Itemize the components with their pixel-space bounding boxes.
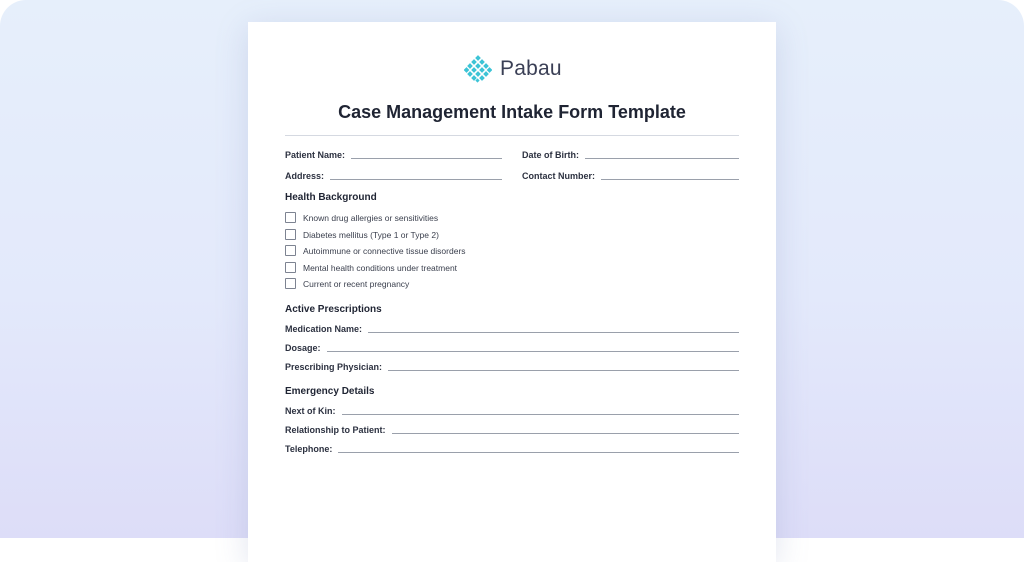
contact-number-line[interactable] — [601, 179, 739, 180]
prescribing-physician-label: Prescribing Physician: — [285, 362, 383, 372]
address-line[interactable] — [330, 179, 502, 180]
dob-label: Date of Birth: — [522, 150, 579, 160]
dosage-line[interactable] — [327, 351, 739, 352]
checkbox-label: Autoimmune or connective tissue disorders — [303, 245, 466, 256]
patient-name-field[interactable] — [285, 150, 502, 161]
emergency-details-heading: Emergency Details — [285, 386, 375, 397]
dob-line[interactable] — [585, 158, 739, 159]
checkbox-label: Current or recent pregnancy — [303, 278, 410, 289]
telephone-label: Telephone: — [285, 444, 333, 454]
form-title: Case Management Intake Form Template — [338, 102, 686, 122]
patient-name-label: Patient Name: — [285, 150, 346, 160]
diamond-grid-logo-icon — [464, 55, 492, 83]
checkbox-label: Known drug allergies or sensitivities — [303, 212, 439, 223]
dosage-label: Dosage: — [285, 343, 321, 353]
checkbox[interactable] — [285, 278, 296, 289]
contact-number-field[interactable] — [522, 171, 739, 182]
title-divider — [285, 135, 739, 136]
checkbox[interactable] — [285, 229, 296, 240]
dosage-field[interactable] — [285, 343, 739, 354]
next-of-kin-field[interactable] — [285, 406, 739, 417]
medication-name-label: Medication Name: — [285, 324, 363, 334]
medication-name-field[interactable] — [285, 324, 739, 335]
checkbox-label: Mental health conditions under treatment — [303, 262, 458, 273]
active-prescriptions-heading: Active Prescriptions — [285, 304, 382, 315]
address-label: Address: — [285, 171, 325, 181]
relationship-field[interactable] — [285, 425, 739, 436]
checkbox[interactable] — [285, 262, 296, 273]
health-checkbox-item[interactable] — [285, 229, 439, 240]
medication-name-line[interactable] — [368, 332, 739, 333]
brand-logo — [464, 55, 562, 83]
prescribing-physician-line[interactable] — [388, 370, 739, 371]
health-checkbox-item[interactable] — [285, 262, 457, 273]
telephone-line[interactable] — [338, 452, 739, 453]
relationship-line[interactable] — [392, 433, 739, 434]
checkbox[interactable] — [285, 245, 296, 256]
brand-name: Pabau — [500, 57, 562, 80]
contact-number-label: Contact Number: — [522, 171, 596, 181]
health-checkbox-item[interactable] — [285, 278, 409, 289]
dob-field[interactable] — [522, 150, 739, 161]
next-of-kin-line[interactable] — [342, 414, 740, 415]
checkbox[interactable] — [285, 212, 296, 223]
health-checkbox-item[interactable] — [285, 212, 438, 223]
health-checkbox-item[interactable] — [285, 245, 466, 256]
health-background-heading: Health Background — [285, 192, 377, 203]
telephone-field[interactable] — [285, 444, 739, 455]
checkbox-label: Diabetes mellitus (Type 1 or Type 2) — [303, 229, 439, 240]
address-field[interactable] — [285, 171, 502, 182]
patient-name-line[interactable] — [351, 158, 502, 159]
next-of-kin-label: Next of Kin: — [285, 406, 336, 416]
prescribing-physician-field[interactable] — [285, 362, 739, 373]
form-document — [248, 22, 776, 562]
relationship-label: Relationship to Patient: — [285, 425, 386, 435]
